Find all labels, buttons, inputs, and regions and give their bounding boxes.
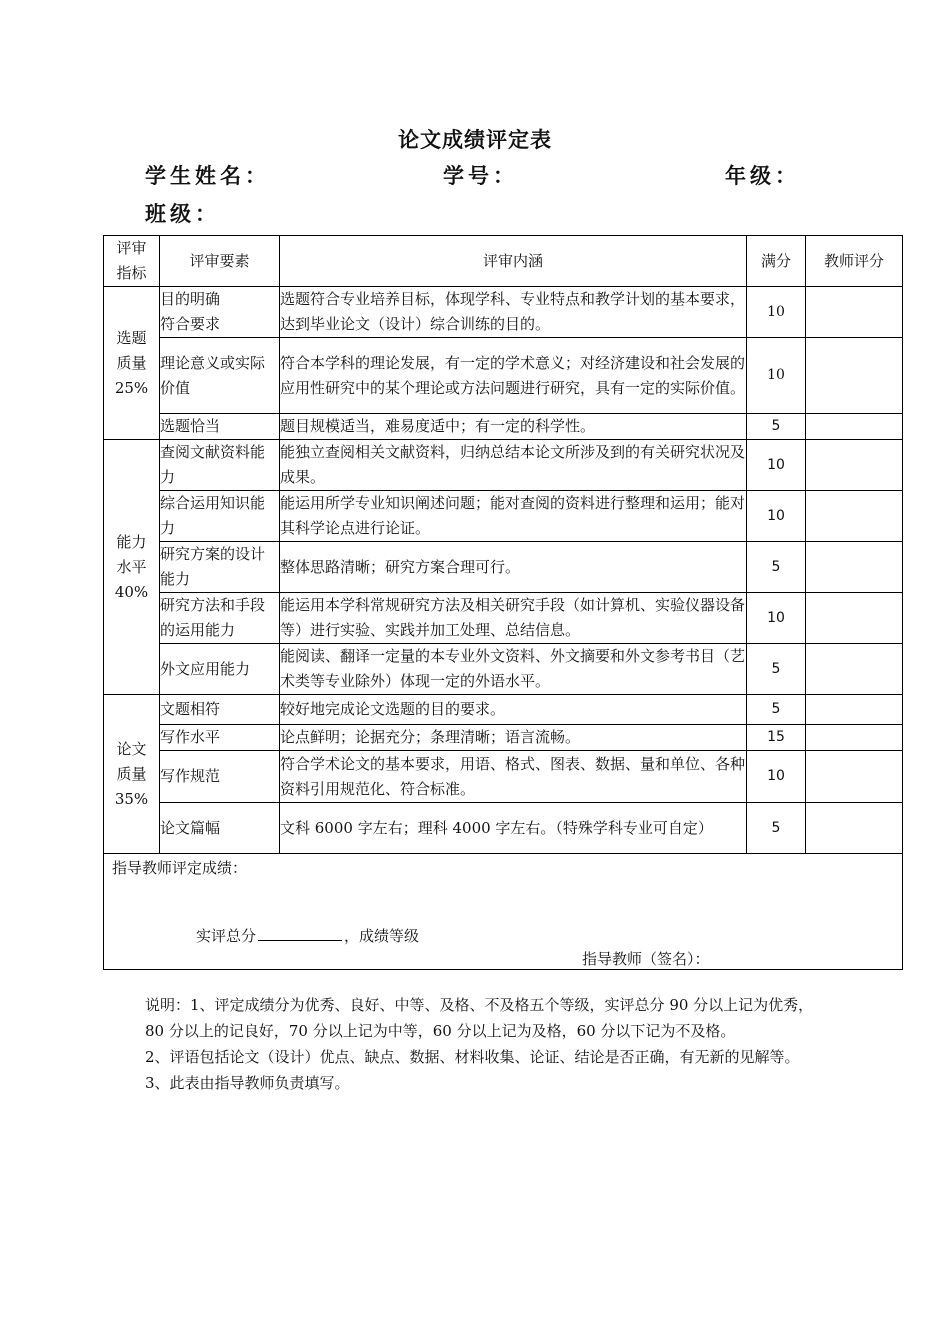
table-row	[104, 644, 903, 695]
teacher-score-field[interactable]	[806, 695, 903, 725]
element-cell: 研究方案的设计能力	[160, 542, 280, 593]
table-header-row	[104, 236, 903, 287]
header-element: 评审要素	[160, 236, 280, 287]
teacher-score-field[interactable]	[806, 542, 903, 593]
max-score-cell: 5	[747, 542, 806, 593]
max-score-cell: 10	[747, 440, 806, 491]
max-score-cell: 10	[747, 338, 806, 414]
max-score-cell: 10	[747, 287, 806, 338]
content-cell: 选题符合专业培养目标，体现学科、专业特点和教学计划的基本要求，达到毕业论文（设计）综合训练的目的。	[280, 287, 747, 338]
teacher-score-field[interactable]	[806, 803, 903, 854]
final-score-label: 指导教师评定成绩：	[112, 859, 248, 877]
grade-label: 年级：	[725, 164, 800, 188]
total-score-line	[196, 922, 419, 949]
max-score-cell: 10	[747, 593, 806, 644]
content-cell: 论点鲜明；论据充分；条理清晰；语言流畅。	[280, 725, 747, 751]
teacher-score-field[interactable]	[806, 593, 903, 644]
element-cell: 文题相符	[160, 695, 280, 725]
teacher-score-field[interactable]	[806, 491, 903, 542]
note-2: 2、评语包括论文（设计）优点、缺点、数据、材料收集、论证、结论是否正确，有无新的见解等。	[145, 1048, 800, 1066]
indicator-topic-quality: 选题 质量 25%	[104, 287, 160, 440]
table-row	[104, 593, 903, 644]
signature-label: 指导教师（签名）：	[582, 950, 710, 968]
max-score-cell: 10	[747, 751, 806, 803]
max-score-cell: 15	[747, 725, 806, 751]
content-cell: 能独立查阅相关文献资料，归纳总结本论文所涉及到的有关研究状况及成果。	[280, 440, 747, 491]
teacher-score-field[interactable]	[806, 440, 903, 491]
content-cell: 能运用本学科常规研究方法及相关研究手段（如计算机、实验仪器设备等）进行实验、实践并加工处理、总结信息。	[280, 593, 747, 644]
indicator-paper-quality: 论文 质量 35%	[104, 695, 160, 854]
max-score-cell: 10	[747, 491, 806, 542]
element-cell: 理论意义或实际价值	[160, 338, 280, 414]
max-score-cell: 5	[747, 414, 806, 440]
student-id-label: 学号：	[443, 164, 518, 188]
max-score-cell: 5	[747, 644, 806, 695]
total-score-blank[interactable]	[258, 922, 342, 941]
element-cell: 写作规范	[160, 751, 280, 803]
content-cell: 能运用所学专业知识阐述问题；能对查阅的资料进行整理和运用；能对其科学论点进行论证。	[280, 491, 747, 542]
table-row	[104, 414, 903, 440]
table-row	[104, 803, 903, 854]
teacher-score-field[interactable]	[806, 414, 903, 440]
table-row	[104, 695, 903, 725]
max-score-cell: 5	[747, 695, 806, 725]
total-score-suffix: ，成绩等级	[344, 927, 420, 945]
element-cell: 目的明确 符合要求	[160, 287, 280, 338]
max-score-cell: 5	[747, 803, 806, 854]
teacher-score-field[interactable]	[806, 287, 903, 338]
final-score-row	[104, 854, 903, 970]
table-row	[104, 287, 903, 338]
header-teacher-score: 教师评分	[806, 236, 903, 287]
teacher-score-field[interactable]	[806, 751, 903, 803]
table-row	[104, 542, 903, 593]
content-cell: 较好地完成论文选题的目的要求。	[280, 695, 747, 725]
element-cell: 选题恰当	[160, 414, 280, 440]
indicator-ability-level: 能力 水平 40%	[104, 440, 160, 695]
element-cell: 写作水平	[160, 725, 280, 751]
content-cell: 文科 6000 字左右；理科 4000 字左右。（特殊学科专业可自定）	[280, 803, 747, 854]
class-label: 班级：	[145, 202, 220, 226]
element-cell: 论文篇幅	[160, 803, 280, 854]
note-3: 3、此表由指导教师负责填写。	[145, 1074, 350, 1092]
header-content: 评审内涵	[280, 236, 747, 287]
note-1: 说明：1、评定成绩分为优秀、良好、中等、及格、不及格五个等级，实评总分 90 分以上记为优秀，80 分以上的记良好，70 分以上记为中等，60 分以上记为及格，60 分以下记为不及格。	[145, 996, 814, 1040]
element-cell: 查阅文献资料能力	[160, 440, 280, 491]
content-cell: 能阅读、翻译一定量的本专业外文资料、外文摘要和外文参考书目（艺术类等专业除外）体现一定的外语水平。	[280, 644, 747, 695]
student-name-label: 学生姓名：	[145, 164, 270, 188]
header-indicator: 评审 指标	[104, 236, 160, 287]
table-row	[104, 440, 903, 491]
element-cell: 外文应用能力	[160, 644, 280, 695]
table-row	[104, 338, 903, 414]
table-row	[104, 491, 903, 542]
element-cell: 研究方法和手段的运用能力	[160, 593, 280, 644]
teacher-score-field[interactable]	[806, 644, 903, 695]
header-max-score: 满分	[747, 236, 806, 287]
table-row	[104, 725, 903, 751]
content-cell: 题目规模适当，难易度适中；有一定的科学性。	[280, 414, 747, 440]
table-row	[104, 751, 903, 803]
page-title: 论文成绩评定表	[398, 127, 552, 152]
element-cell: 综合运用知识能力	[160, 491, 280, 542]
content-cell: 符合学术论文的基本要求，用语、格式、图表、数据、量和单位、各种资料引用规范化、符合标准。	[280, 751, 747, 803]
content-cell: 符合本学科的理论发展，有一定的学术意义；对经济建设和社会发展的应用性研究中的某个理论或方法问题进行研究，具有一定的实际价值。	[280, 338, 747, 414]
notes-section	[145, 992, 815, 1096]
evaluation-table	[103, 235, 903, 970]
content-cell: 整体思路清晰；研究方案合理可行。	[280, 542, 747, 593]
total-score-prefix: 实评总分	[196, 927, 257, 945]
teacher-score-field[interactable]	[806, 725, 903, 751]
teacher-score-field[interactable]	[806, 338, 903, 414]
final-score-cell	[104, 854, 903, 970]
